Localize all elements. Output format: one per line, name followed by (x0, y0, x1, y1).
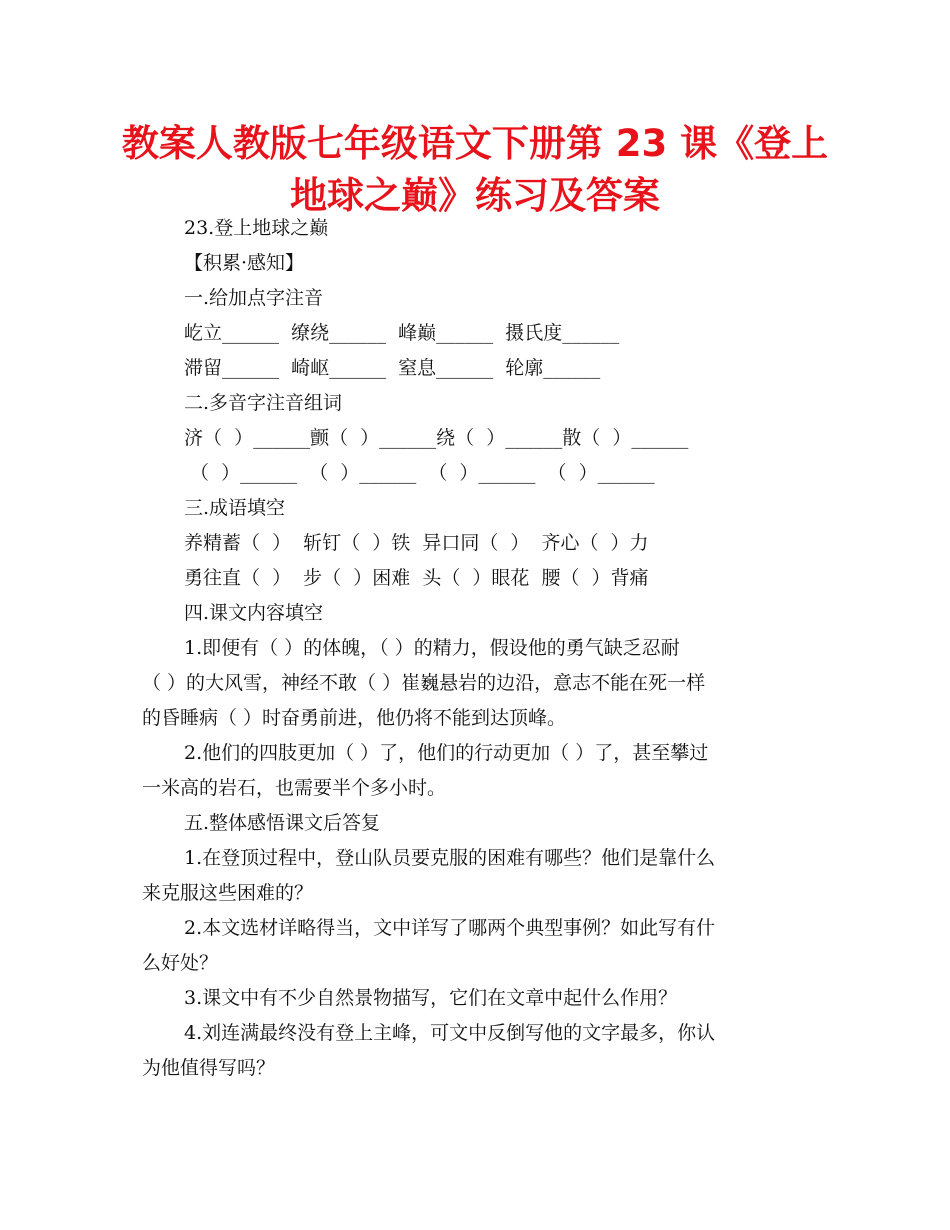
q1-row-2: 滞留______ 崎岖______ 窒息______ 轮廓______ (184, 357, 601, 379)
q4-heading: 四.课文内容填空 (184, 602, 324, 624)
lesson-title: 23.登上地球之巅 (184, 217, 329, 239)
q3-row-2: 勇往直（ ） 步（ ）困难 头（ ）眼花 腰（ ）背痛 (184, 567, 649, 589)
q2-row-1: 济（ ）______颤（ ）______绕（ ）______散（ ）______ (184, 427, 689, 449)
q4-item-1-line-2: （ ）的大风雪，神经不敢（ ）崔巍悬岩的边沿，意志不能在死一样 (142, 672, 706, 694)
title-line-1: 教案人教版七年级语文下册第 23 课《登上 (121, 122, 829, 165)
q5-item-3-line-1: 3.课文中有不少自然景物描写，它们在文章中起什么作用？ (184, 987, 678, 1009)
q2-heading: 二.多音字注音组词 (184, 392, 343, 414)
document-body (142, 211, 812, 1086)
q1-row-1: 屹立______ 缭绕______ 峰巅______ 摄氏度______ (184, 322, 620, 344)
q5-item-1-line-2: 来克服这些困难的？ (142, 882, 314, 904)
title-line-2: 地球之巅》练习及答案 (290, 174, 660, 217)
q2-row-2: （ ）______ （ ）______ （ ）______ （ ）______ (184, 462, 655, 484)
q5-item-1-line-1: 1.在登顶过程中，登山队员要克服的困难有哪些？他们是靠什么 (184, 847, 716, 869)
q3-heading: 三.成语填空 (184, 497, 286, 519)
q3-row-1: 养精蓄（ ） 斩钉（ ）铁 异口同（ ） 齐心（ ）力 (184, 532, 649, 554)
document-title (120, 118, 830, 222)
q4-item-1-line-1: 1.即便有（ ）的体魄，（ ）的精力，假设他的勇气缺乏忍耐 (184, 637, 680, 659)
q5-item-4-line-1: 4.刘连满最终没有登上主峰，可文中反倒写他的文字最多，你认 (184, 1022, 716, 1044)
q1-heading: 一.给加点字注音 (184, 287, 324, 309)
section-tag: 【积累·感知】 (184, 252, 305, 274)
q4-item-1-line-3: 的昏睡病（ ）时奋勇前进，他仍将不能到达顶峰。 (142, 707, 567, 729)
q5-item-4-line-2: 为他值得写吗？ (142, 1057, 276, 1079)
q5-heading: 五.整体感悟课文后答复 (184, 812, 381, 834)
q4-item-2-line-1: 2.他们的四肢更加（ ）了，他们的行动更加（ ）了，甚至攀过 (184, 742, 709, 764)
q4-item-2-line-2: 一米高的岩石，也需要半个多小时。 (142, 777, 447, 799)
q5-item-2-line-2: 么好处？ (142, 952, 219, 974)
q5-item-2-line-1: 2.本文选材详略得当，文中详写了哪两个典型事例？如此写有什 (184, 917, 716, 939)
